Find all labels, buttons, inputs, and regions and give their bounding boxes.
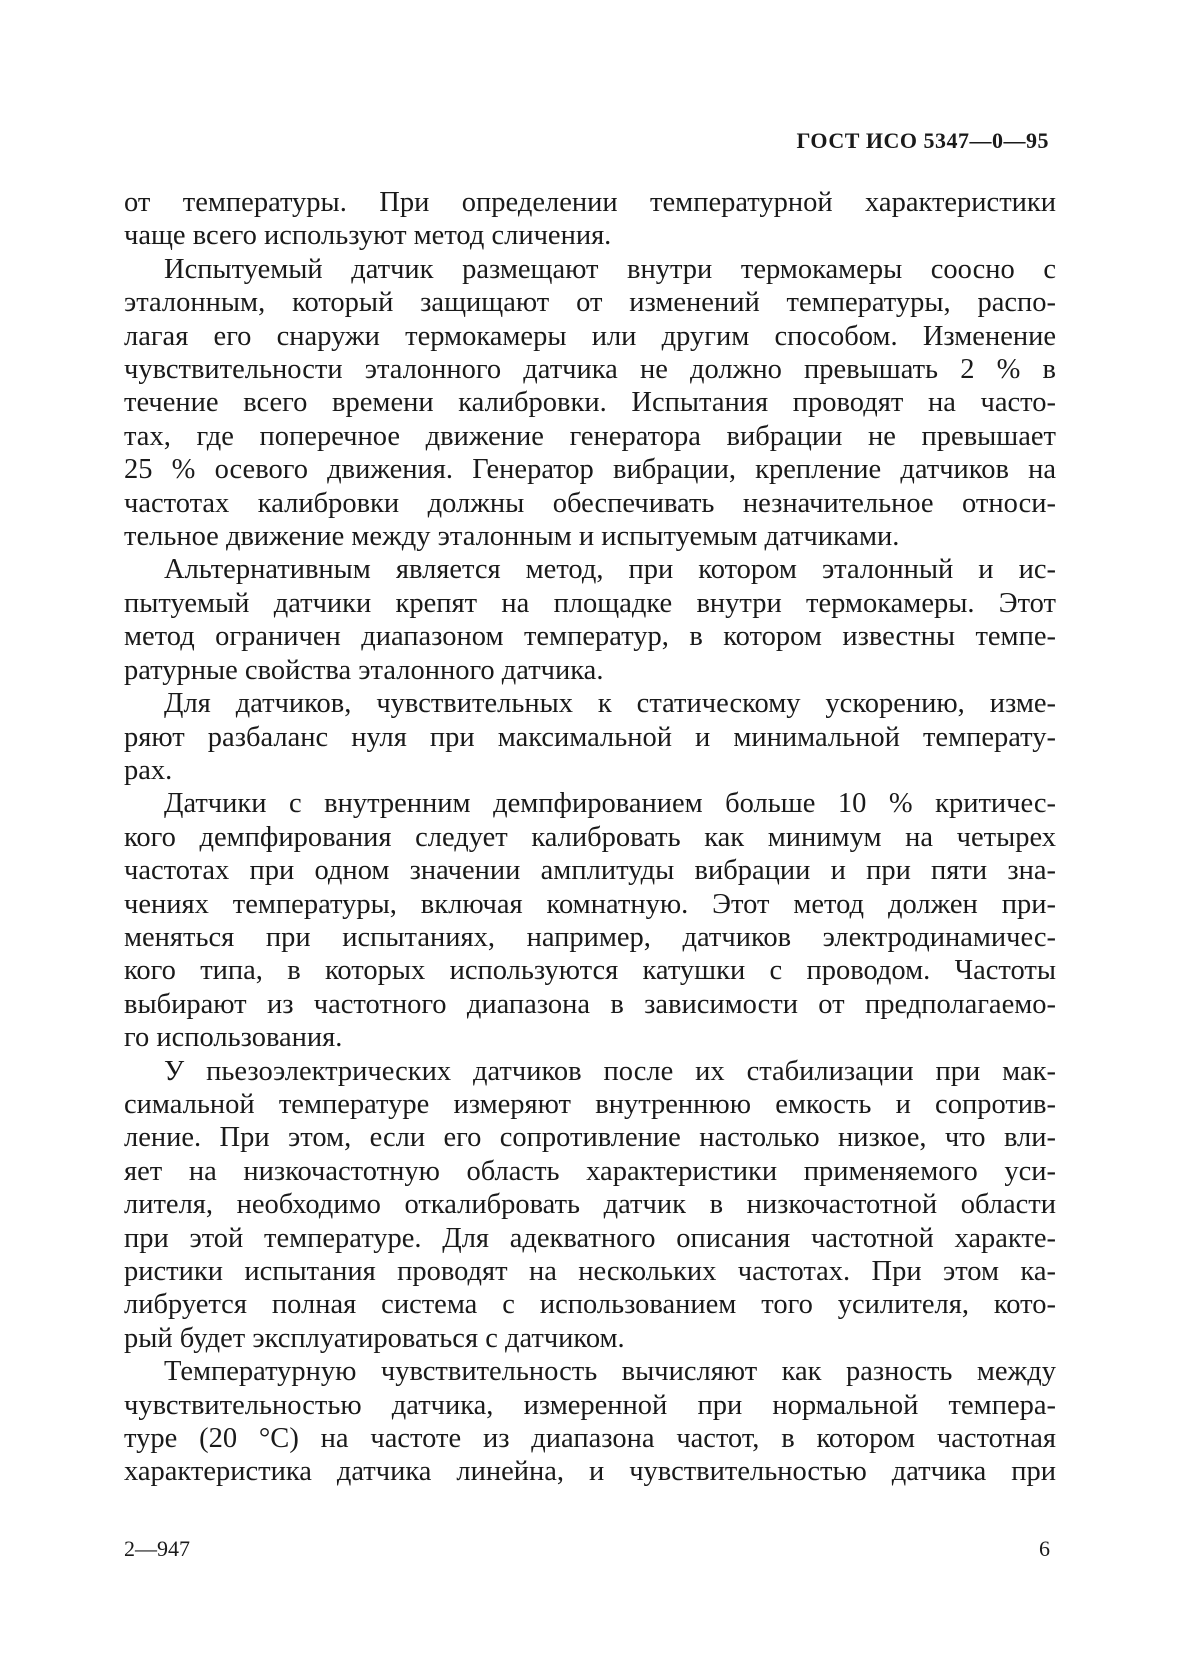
text-line: меняться при испытаниях, например, датчиков электродинамичес- <box>124 921 1056 953</box>
text-line: симальной температуре измеряют внутреннюю емкость и сопротив- <box>124 1088 1056 1120</box>
paragraph <box>124 553 1056 687</box>
text-line: чувствительностью датчика, измеренной при нормальной темпера- <box>124 1389 1056 1421</box>
paragraph <box>124 1055 1056 1356</box>
text-line: выбирают из частотного диапазона в зависимости от предполагаемо- <box>124 988 1056 1020</box>
text-line: эталонным, который защищают от изменений температуры, распо- <box>124 287 1056 319</box>
document-body <box>124 186 1056 1489</box>
text-line: го использования. <box>124 1022 343 1054</box>
text-line: Датчики с внутренним демпфированием больше 10 % критичес- <box>164 788 1056 820</box>
text-line: ряют разбаланс нуля при максимальной и минимальной температу- <box>124 721 1056 753</box>
footer-sheet-number: 2—947 <box>124 1536 190 1561</box>
text-line: либруется полная система с использованием того усилителя, кото- <box>124 1289 1056 1321</box>
text-line: при этой температуре. Для адекватного описания частотной характе- <box>124 1222 1056 1254</box>
text-line: чувствительности эталонного датчика не должно превышать 2 % в <box>124 354 1056 386</box>
text-line: чаще всего используют метод сличения. <box>124 220 612 252</box>
document-code-header: ГОСТ ИСО 5347—0—95 <box>796 128 1049 153</box>
text-line: ристики испытания проводят на нескольких частотах. При этом ка- <box>124 1256 1056 1287</box>
text-line: ление. При этом, если его сопротивление настолько низкое, что вли- <box>124 1122 1056 1154</box>
text-line: лителя, необходимо откалибровать датчик в низкочастотной области <box>124 1189 1056 1221</box>
text-line: 25 % осевого движения. Генератор вибрации, крепление датчиков на <box>124 454 1056 486</box>
text-line: чениях температуры, включая комнатную. Этот метод должен при- <box>124 888 1056 920</box>
text-line: метод ограничен диапазоном температур, в котором известны темпе- <box>124 621 1056 653</box>
text-line: рах. <box>124 754 173 786</box>
text-line: Альтернативным является метод, при котором эталонный и ис- <box>164 554 1056 586</box>
text-line: тах, где поперечное движение генератора вибрации не превышает <box>124 420 1056 452</box>
paragraph <box>124 253 1056 554</box>
text-line: течение всего времени калибровки. Испытания проводят на часто- <box>124 387 1056 419</box>
text-line: яет на низкочастотную область характеристики применяемого уси- <box>124 1155 1056 1187</box>
text-line: кого типа, в которых используются катушки с проводом. Частоты <box>124 955 1056 987</box>
paragraph <box>124 186 1056 253</box>
text-line: тельное движение между эталонным и испытуемым датчиками. <box>124 521 900 553</box>
text-line: У пьезоэлектрических датчиков после их стабилизации при мак- <box>164 1055 1056 1087</box>
text-line: характеристика датчика линейна, и чувствительностью датчика при <box>124 1456 1056 1488</box>
paragraph <box>124 1355 1056 1489</box>
text-line: кого демпфирования следует калибровать как минимум на четырех <box>124 821 1056 853</box>
text-line: рый будет эксплуатироваться с датчиком. <box>124 1322 625 1354</box>
text-line: Испытуемый датчик размещают внутри термокамеры соосно с <box>164 253 1056 285</box>
paragraph <box>124 687 1056 787</box>
text-line: ратурные свойства эталонного датчика. <box>124 654 604 686</box>
text-line: лагая его снаружи термокамеры или другим способом. Изменение <box>124 320 1056 352</box>
paragraph <box>124 787 1056 1054</box>
text-line: Для датчиков, чувствительных к статическому ускорению, изме- <box>164 688 1056 720</box>
text-line: от температуры. При определении температурной характеристики <box>124 187 1056 218</box>
text-line: Температурную чувствительность вычисляют как разность между <box>164 1356 1056 1388</box>
text-line: частотах при одном значении амплитуды вибрации и при пяти зна- <box>124 855 1056 887</box>
page-number: 6 <box>1039 1536 1050 1561</box>
text-line: частотах калибровки должны обеспечивать незначительное относи- <box>124 487 1056 519</box>
text-line: туре (20 °С) на частоте из диапазона частот, в котором частотная <box>124 1423 1056 1455</box>
text-line: пытуемый датчики крепят на площадке внутри термокамеры. Этот <box>124 587 1056 619</box>
